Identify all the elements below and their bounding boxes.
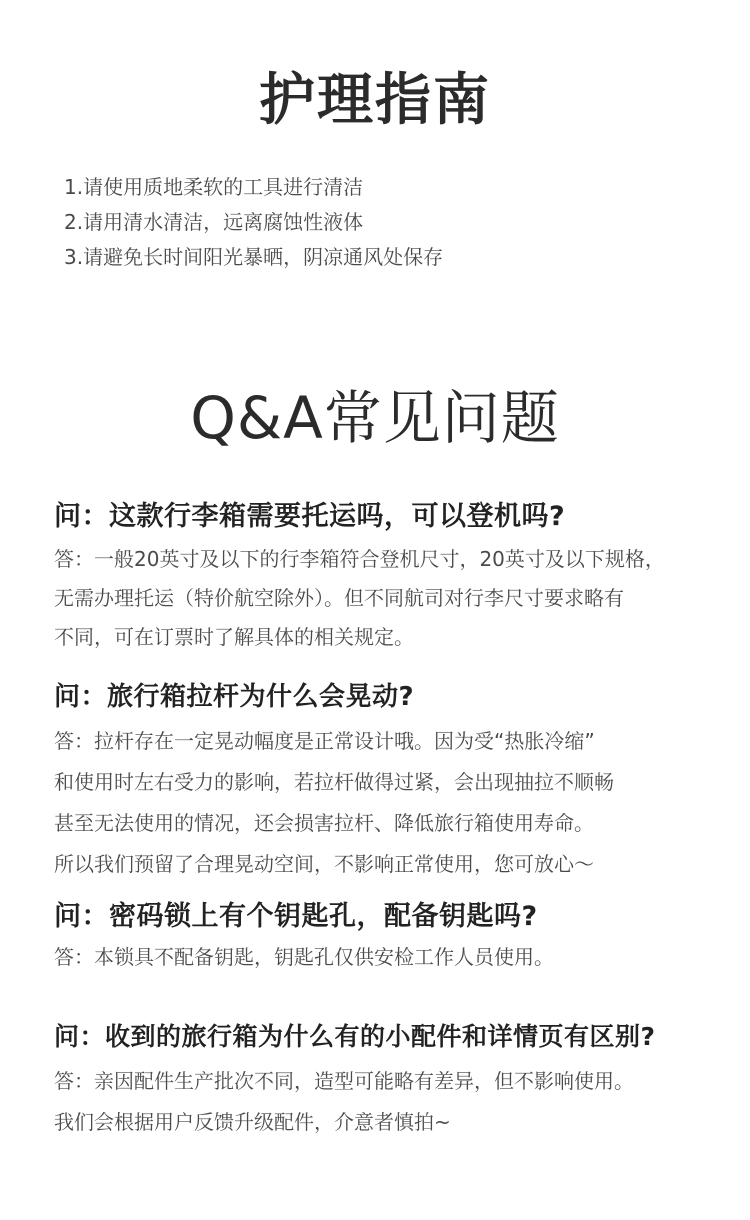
care-guide-item: 2.请用清水清洁，远离腐蚀性液体 bbox=[64, 210, 364, 234]
qa-answer-line: 不同，可在订票时了解具体的相关规定。 bbox=[54, 625, 414, 649]
qa-answer-line: 所以我们预留了合理晃动空间，不影响正常使用，您可放心～ bbox=[54, 852, 594, 876]
qa-answer-line: 答：一般20英寸及以下的行李箱符合登机尺寸，20英寸及以下规格， bbox=[54, 547, 665, 571]
qa-item bbox=[54, 496, 734, 655]
care-guide-item: 1.请使用质地柔软的工具进行清洁 bbox=[64, 175, 364, 199]
care-guide-title: 护理指南 bbox=[259, 68, 491, 133]
qa-answer-line: 和使用时左右受力的影响，若拉杆做得过紧，会出现抽拉不顺畅 bbox=[54, 770, 614, 794]
qa-title: Q&A常见问题 bbox=[190, 384, 560, 452]
care-guide-list bbox=[64, 170, 443, 275]
qa-answer-line: 答：本锁具不配备钥匙，钥匙孔仅供安检工作人员使用。 bbox=[54, 945, 554, 969]
qa-item bbox=[54, 1016, 734, 1140]
qa-item bbox=[54, 676, 734, 882]
qa-question: 问：密码锁上有个钥匙孔，配备钥匙吗? bbox=[54, 901, 538, 932]
care-guide-item: 3.请避免长时间阳光暴晒，阴凉通风处保存 bbox=[64, 245, 444, 269]
qa-answer-line: 我们会根据用户反馈升级配件，介意者慎拍~ bbox=[54, 1110, 451, 1134]
qa-item bbox=[54, 896, 734, 975]
qa-answer-line: 答：亲因配件生产批次不同，造型可能略有差异，但不影响使用。 bbox=[54, 1069, 634, 1093]
qa-question: 问：收到的旅行箱为什么有的小配件和详情页有区别? bbox=[54, 1022, 656, 1051]
qa-question: 问：这款行李箱需要托运吗，可以登机吗? bbox=[54, 501, 566, 532]
qa-answer-line: 无需办理托运（特价航空除外）。但不同航司对行李尺寸要求略有 bbox=[54, 586, 624, 610]
qa-answer-line: 答：拉杆存在一定晃动幅度是正常设计哦。因为受“热胀冷缩” bbox=[54, 729, 595, 753]
qa-answer-line: 甚至无法使用的情况，还会损害拉杆、降低旅行箱使用寿命。 bbox=[54, 811, 594, 835]
qa-question: 问：旅行箱拉杆为什么会晃动? bbox=[54, 682, 415, 712]
